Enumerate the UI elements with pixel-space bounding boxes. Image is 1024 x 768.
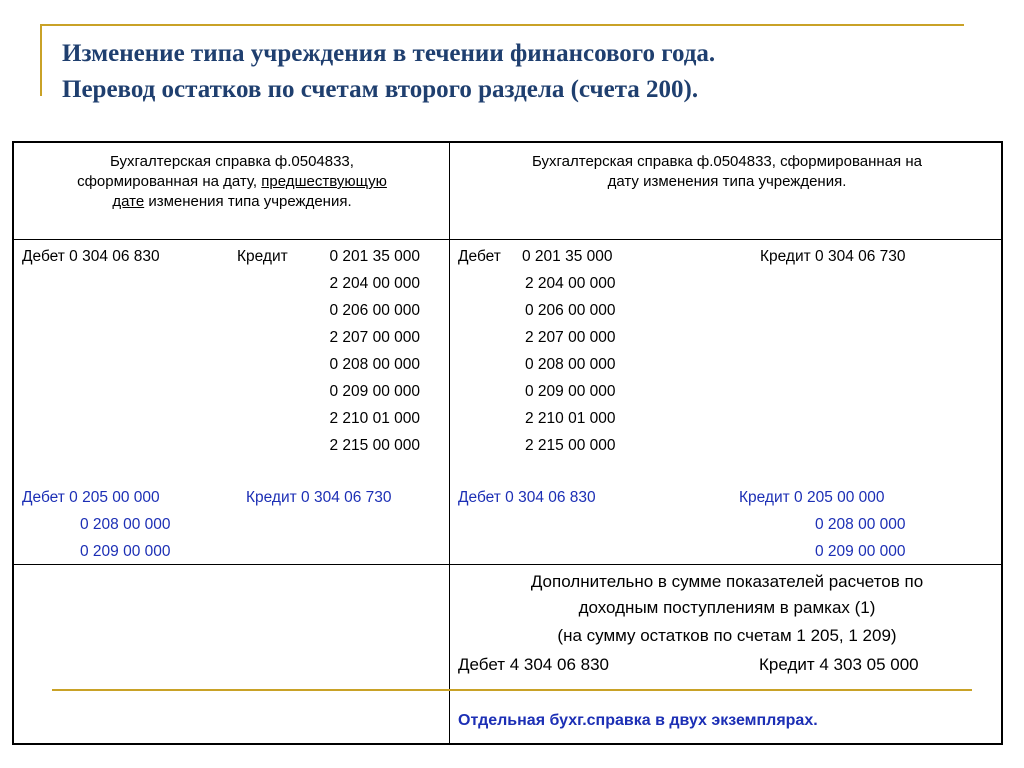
right-credit-extra: 0 208 00 000 [815, 516, 906, 533]
right-debit-entry: 2 215 00 000 [525, 437, 616, 454]
separate-certificate-note: Отдельная бухг.справка в двух экземплярах. [458, 712, 818, 729]
left-debit-extra: 0 209 00 000 [80, 543, 171, 560]
underlined-preceding: предшествующую [261, 173, 387, 190]
column-divider [449, 143, 450, 743]
additional-note-line-3: (на сумму остатков по счетам 1 205, 1 209) [557, 626, 897, 645]
right-debit-entry: 0 201 35 000 [522, 248, 613, 265]
right-debit-entry: 2 207 00 000 [525, 329, 616, 346]
right-debit-entry: 0 209 00 000 [525, 383, 616, 400]
right-debit-2: Дебет 0 304 06 830 [458, 489, 596, 506]
left-credit-entry: 2 207 00 000 [329, 329, 420, 346]
accent-rule [52, 689, 972, 691]
title-rule-top [40, 24, 964, 26]
left-credit-entry: 2 204 00 000 [329, 275, 420, 292]
right-column-header [456, 152, 998, 192]
title-line-1: Изменение типа учреждения в течении финансового года. [62, 40, 716, 67]
right-debit-entry: 0 206 00 000 [525, 302, 616, 319]
title-rule-left [40, 24, 42, 96]
additional-note-line-1: Дополнительно в сумме показателей расчетов по [530, 572, 924, 591]
right-header-line-1: Бухгалтерская справка ф.0504833, сформированная на [532, 153, 922, 170]
right-debit-entry: 0 208 00 000 [525, 356, 616, 373]
left-debit-1: Дебет 0 304 06 830 [22, 248, 160, 265]
header-divider [14, 239, 1001, 240]
left-credit-entry: 2 215 00 000 [329, 437, 420, 454]
left-debit-extra: 0 208 00 000 [80, 516, 171, 533]
left-credit-label-1: Кредит [237, 248, 288, 265]
right-credit-1: Кредит 0 304 06 730 [760, 248, 906, 265]
additional-note-line-2: доходным поступлениям в рамках (1) [578, 598, 876, 617]
left-header-line-1: Бухгалтерская справка ф.0504833, [110, 153, 354, 170]
title-line-2: Перевод остатков по счетам второго раздела (счета 200). [62, 76, 699, 103]
right-header-line-2: дату изменения типа учреждения. [607, 173, 847, 190]
left-header-line-2: сформированная на дату, предшествующую [77, 173, 387, 190]
bottom-debit: Дебет 4 304 06 830 [458, 655, 609, 674]
bottom-credit: Кредит 4 303 05 000 [759, 655, 919, 674]
left-debit-2: Дебет 0 205 00 000 [22, 489, 160, 506]
slide-title [62, 36, 1002, 108]
left-header-line-3: дате изменения типа учреждения. [112, 193, 352, 210]
left-credit-entry: 0 208 00 000 [329, 356, 420, 373]
left-credit-2: Кредит 0 304 06 730 [246, 489, 392, 506]
right-debit-entry: 2 210 01 000 [525, 410, 616, 427]
underlined-date: дате [112, 193, 145, 210]
right-credit-2: Кредит 0 205 00 000 [739, 489, 885, 506]
left-credit-entry: 0 201 35 000 [329, 248, 420, 265]
left-credit-entry: 0 206 00 000 [329, 302, 420, 319]
right-debit-entry: 2 204 00 000 [525, 275, 616, 292]
left-credit-entry: 0 209 00 000 [329, 383, 420, 400]
right-credit-extra: 0 209 00 000 [815, 543, 906, 560]
left-credit-entry: 2 210 01 000 [329, 410, 420, 427]
right-debit-label-1: Дебет [458, 248, 501, 265]
accounting-table [12, 141, 1003, 745]
bottom-row-divider [14, 564, 1001, 565]
left-column-header [20, 152, 444, 212]
